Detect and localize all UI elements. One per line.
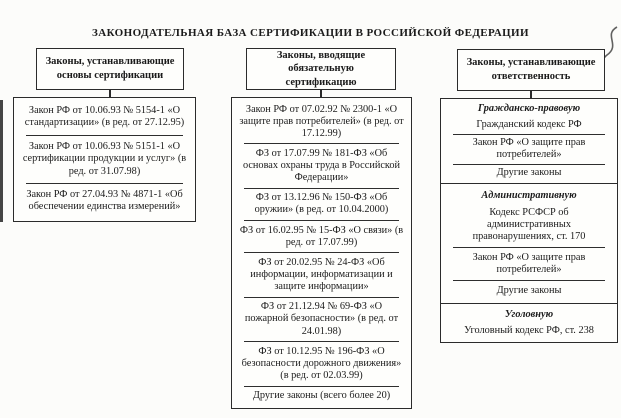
- separator-line: [453, 247, 605, 248]
- law-item: ФЗ от 13.12.96 № 150-ФЗ «Об оружии» (в ред. от 10.04.2000): [254, 192, 389, 216]
- header-label: Законы, устанавливающие основы сертификации: [45, 56, 175, 81]
- law-item: ФЗ от 20.02.95 № 24-ФЗ «Об информации, информатизации и защите информации»: [250, 256, 393, 293]
- section-box-criminal-liability: [440, 303, 618, 343]
- section-box-administrative-liability: [440, 183, 618, 304]
- law-item: Закон РФ от 10.06.93 № 5151-1 «О сертификации продукции и услуг» (в ред. от 31.07.98): [22, 141, 187, 177]
- diagram-title: ЗАКОНОДАТЕЛЬНАЯ БАЗА СЕРТИФИКАЦИИ В РОССИЙСКОЙ ФЕДЕРАЦИИ: [92, 27, 529, 39]
- separator-line: [26, 183, 183, 184]
- header-label: Законы, вводящие обязательную сертификацию: [276, 49, 366, 88]
- content-box-certification-basics: [13, 97, 196, 222]
- connector-line: [320, 89, 322, 97]
- section-label: Уголовную: [504, 308, 554, 320]
- law-item: Закон РФ от 10.06.93 № 5154-1 «О стандартизации» (в ред. от 27.12.95): [24, 105, 185, 129]
- law-item: ФЗ от 17.07.99 № 181-ФЗ «Об основах охраны труда в Российской Федерации»: [242, 147, 401, 184]
- law-item: Гражданский кодекс РФ: [476, 118, 582, 130]
- header-box-responsibility: [457, 49, 605, 91]
- section-box-civil-liability: [440, 98, 618, 185]
- separator-line: [26, 135, 183, 136]
- law-item: Закон РФ от 07.02.92 № 2300-1 «О защите прав потребителей» (в ред. от 17.12.99): [239, 103, 404, 139]
- law-item: Другие законы (всего более 20): [252, 390, 391, 402]
- separator-line: [244, 188, 399, 189]
- separator-line: [244, 252, 399, 253]
- section-label: Гражданско-правовую: [477, 103, 581, 115]
- content-stack-responsibility: [440, 98, 618, 343]
- law-item: ФЗ от 21.12.94 № 69-ФЗ «О пожарной безопасности» (в ред. от 24.01.98): [244, 301, 399, 337]
- separator-line: [244, 143, 399, 144]
- header-box-mandatory-certification: [246, 48, 396, 90]
- separator-line: [244, 220, 399, 221]
- law-item: Закон РФ «О защите прав потребителей»: [472, 137, 586, 161]
- law-item: Другие законы: [496, 285, 562, 297]
- separator-line: [244, 386, 399, 387]
- law-item: Другие законы: [496, 167, 562, 179]
- header-box-certification-basics: [36, 48, 184, 90]
- law-item: ФЗ от 10.12.95 № 196-ФЗ «О безопасности дорожного движения» (в ред. от 02.03.99): [241, 345, 402, 382]
- law-item: Кодекс РСФСР об административных правонарушениях, ст. 170: [472, 207, 586, 243]
- law-item: Закон РФ от 27.04.93 № 4871-1 «Об обеспечении единства измерений»: [26, 189, 183, 213]
- law-item: Закон РФ «О защите прав потребителей»: [472, 252, 586, 276]
- section-label: Административную: [481, 190, 577, 202]
- law-item: Уголовный кодекс РФ, ст. 238: [464, 324, 594, 336]
- content-box-mandatory-certification: [231, 97, 412, 409]
- scan-artifact-page-edge: [0, 100, 3, 222]
- separator-line: [453, 280, 605, 281]
- law-item: ФЗ от 16.02.95 № 15-ФЗ «О связи» (в ред. от 17.07.99): [239, 224, 404, 248]
- separator-line: [244, 341, 399, 342]
- connector-line: [109, 89, 111, 97]
- separator-line: [244, 297, 399, 298]
- header-label: Законы, устанавливающие ответственность: [466, 57, 596, 82]
- connector-line: [530, 90, 532, 98]
